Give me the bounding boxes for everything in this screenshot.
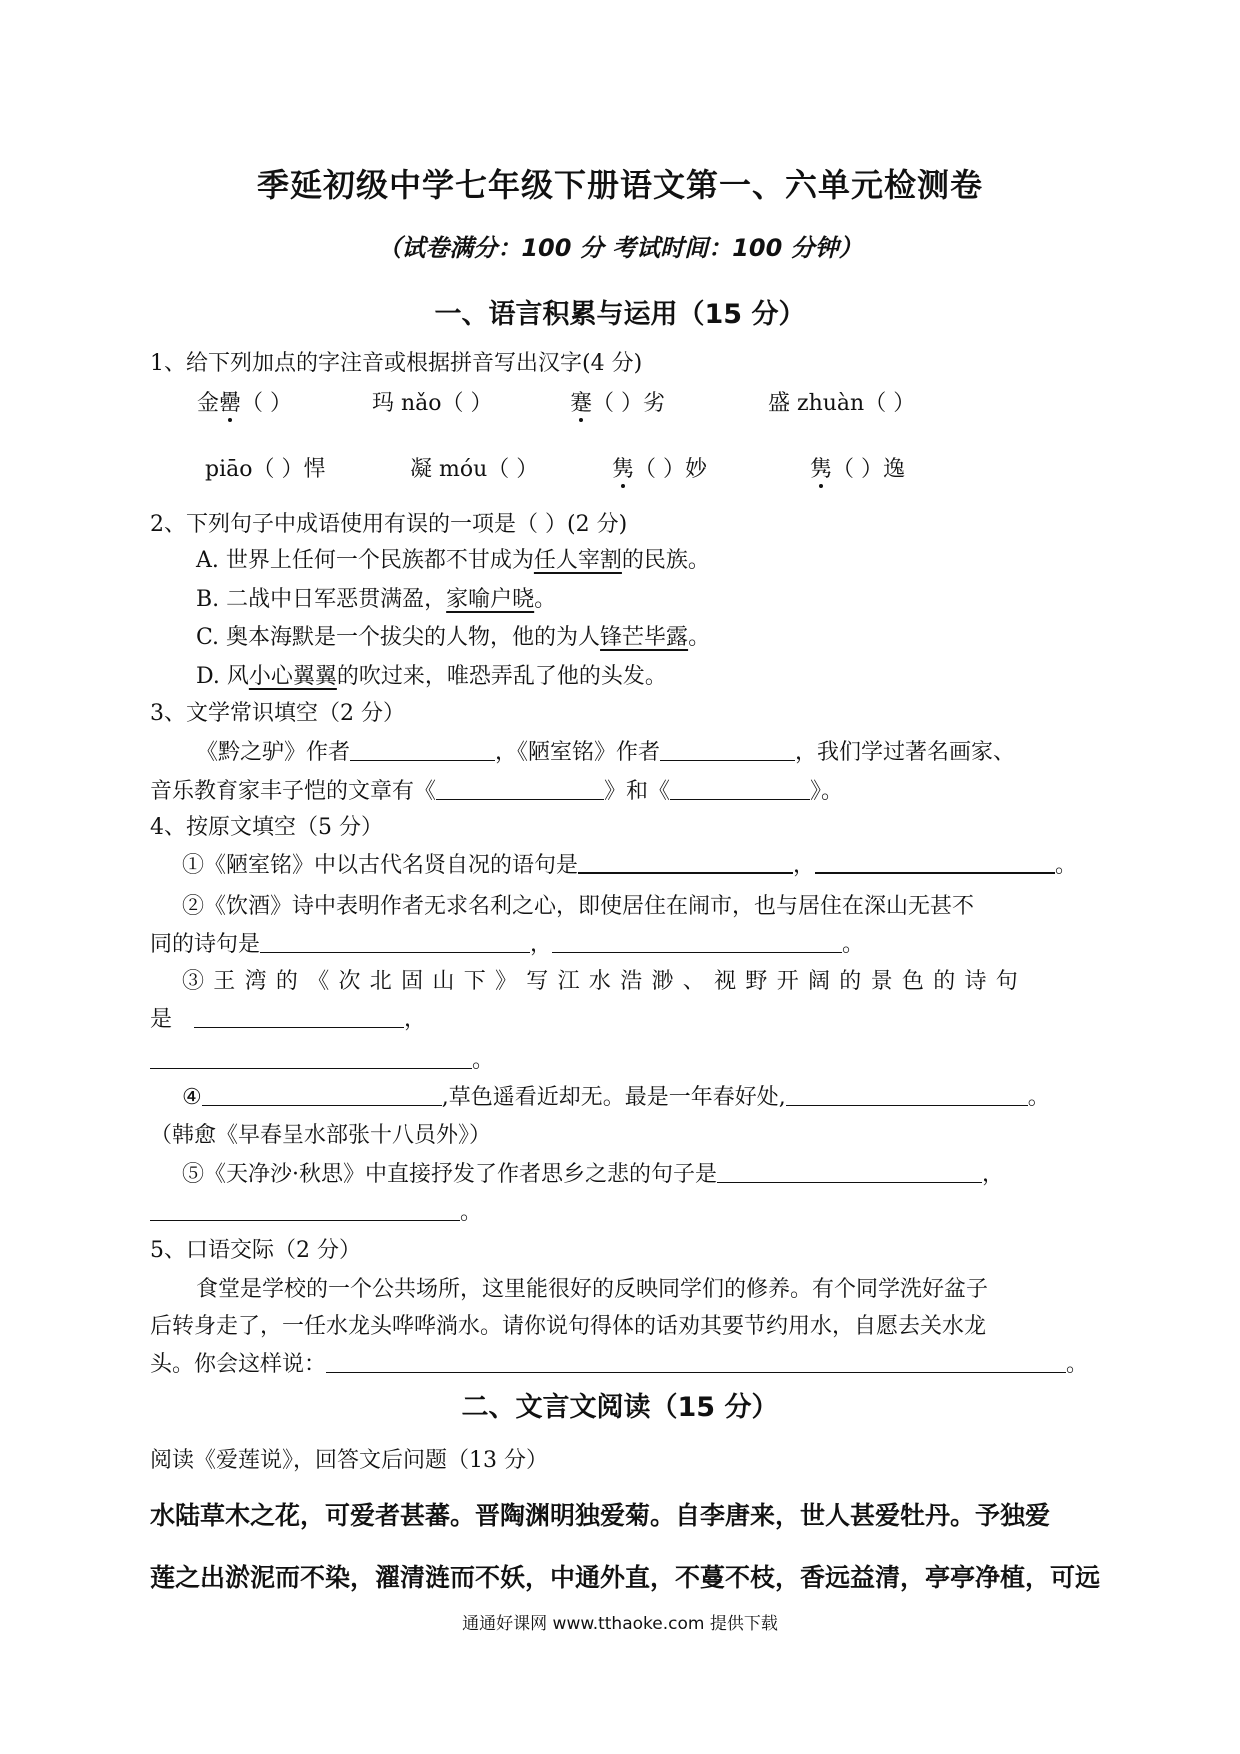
q4-item-3-line-1: ③王湾的《次北固山下》写江水浩渺、视野开阔的景色的诗句 (182, 969, 1028, 994)
q4-item-5-line-2: 。 (150, 1195, 482, 1226)
q2-option-c: C. 奥本海默是一个拔尖的人物，他的为人锋芒毕露。 (196, 625, 711, 650)
q1-item-piaohan: piāo（ ）悍 (205, 457, 326, 482)
exam-info: （试卷满分：100 分 考试时间：100 分钟） (377, 234, 863, 262)
answer-blank[interactable] (660, 738, 795, 761)
q2-option-a: A. 世界上任何一个民族都不甘成为任人宰割的民族。 (196, 548, 710, 573)
q4-item-4: ④ ,草色遥看近却无。最是一年春好处, 。 (182, 1085, 1050, 1110)
question-3-stem: 3、文学常识填空（2 分） (150, 701, 405, 726)
q4-item-5: ⑤《天净沙·秋思》中直接抒发了作者思乡之悲的句子是 ， (182, 1162, 1005, 1187)
q1-item-manao: 玛 nǎo（ ） (372, 391, 493, 416)
dotted-char: 罍 (219, 391, 242, 416)
answer-blank[interactable] (670, 777, 810, 800)
question-4-stem: 4、按原文填空（5 分） (150, 815, 383, 840)
answer-blank[interactable] (150, 1198, 460, 1221)
dotted-char: 隽 (612, 457, 635, 482)
q2-option-b: B. 二战中日军恶贯满盈，家喻户晓。 (196, 587, 557, 612)
answer-blank[interactable] (552, 930, 842, 953)
page-title: 季延初级中学七年级下册语文第一、六单元检测卷 (256, 166, 983, 204)
section-heading-2: 二、文言文阅读（15 分） (461, 1392, 779, 1423)
q5-paragraph-line-2: 后转身走了，一任水龙头哗哗淌水。请你说句得体的话劝其要节约用水，自愿去关水龙 (150, 1314, 987, 1339)
answer-blank[interactable] (578, 850, 793, 874)
answer-blank[interactable] (150, 1046, 472, 1069)
q1-item-shengzhuan: 盛 zhuàn（ ） (768, 391, 916, 416)
answer-blank[interactable] (202, 1083, 442, 1106)
answer-blank[interactable] (350, 738, 495, 761)
q1-item-ningmou: 凝 móu（ ） (410, 457, 539, 482)
section-heading-1: 一、语言积累与运用（15 分） (434, 299, 806, 330)
q1-item-junyi: 隽（ ）逸 (810, 457, 906, 482)
passage-line-1: 水陆草木之花，可爱者甚蕃。晋陶渊明独爱菊。自李唐来，世人甚爱牡丹。予独爱 (150, 1501, 1051, 1530)
answer-blank[interactable] (194, 1005, 404, 1028)
q4-item-3-line-3: 。 (150, 1043, 494, 1074)
dotted-char: 蹇 (570, 391, 593, 416)
question-1-stem: 1、给下列加点的字注音或根据拼音写出汉字(4 分) (150, 351, 643, 376)
dotted-char: 隽 (810, 457, 833, 482)
passage-line-2: 莲之出淤泥而不染，濯清涟而不妖，中通外直，不蔓不枝，香远益清，亭亭净植，可远 (150, 1563, 1101, 1592)
q4-item-3-line-2: 是 ， (150, 1007, 427, 1032)
answer-blank[interactable] (436, 777, 604, 800)
q2-option-d: D. 风小心翼翼的吹过来，唯恐弄乱了他的头发。 (196, 664, 667, 689)
q1-item-juanmiao: 隽（ ）妙 (612, 457, 708, 482)
q4-item-2-line-2: 同的诗句是 ， 。 (150, 932, 865, 957)
q5-paragraph-line-1: 食堂是学校的一个公共场所，这里能很好的反映同学们的修养。有个同学洗好盆子 (196, 1277, 989, 1302)
question-5-stem: 5、口语交际（2 分） (150, 1238, 361, 1263)
answer-blank[interactable] (815, 850, 1055, 874)
q4-item-2-line-1: ②《饮酒》诗中表明作者无求名利之心，即使居住在闹市，也与居住在深山无甚不 (182, 894, 975, 919)
q5-paragraph-line-3: 头。你会这样说： 。 (150, 1352, 1089, 1377)
footer-source: 通通好课网 www.tthaoke.com 提供下载 (462, 1614, 778, 1634)
q1-item-jianlie: 蹇（ ）劣 (570, 391, 666, 416)
answer-blank[interactable] (786, 1083, 1028, 1106)
answer-blank[interactable] (326, 1350, 1066, 1373)
reading-stem: 阅读《爱莲说》，回答文后问题（13 分） (150, 1448, 548, 1473)
question-2-stem: 2、下列句子中成语使用有误的一项是（ ）(2 分) (150, 512, 628, 537)
q4-item-1: ①《陋室铭》中以古代名贤自况的语句是 ， 。 (182, 848, 1077, 879)
q4-item-4-source: （韩愈《早春呈水部张十八员外》） (150, 1123, 492, 1148)
answer-blank[interactable] (717, 1160, 982, 1183)
answer-blank[interactable] (260, 930, 530, 953)
q3-line-2: 音乐教育家丰子恺的文章有《 》和《 》。 (150, 779, 844, 804)
q3-line-1: 《黔之驴》作者 ，《陋室铭》作者 ，我们学过著名画家、 (196, 740, 1016, 765)
q1-item-jinlei: 金罍（ ） (197, 391, 293, 416)
